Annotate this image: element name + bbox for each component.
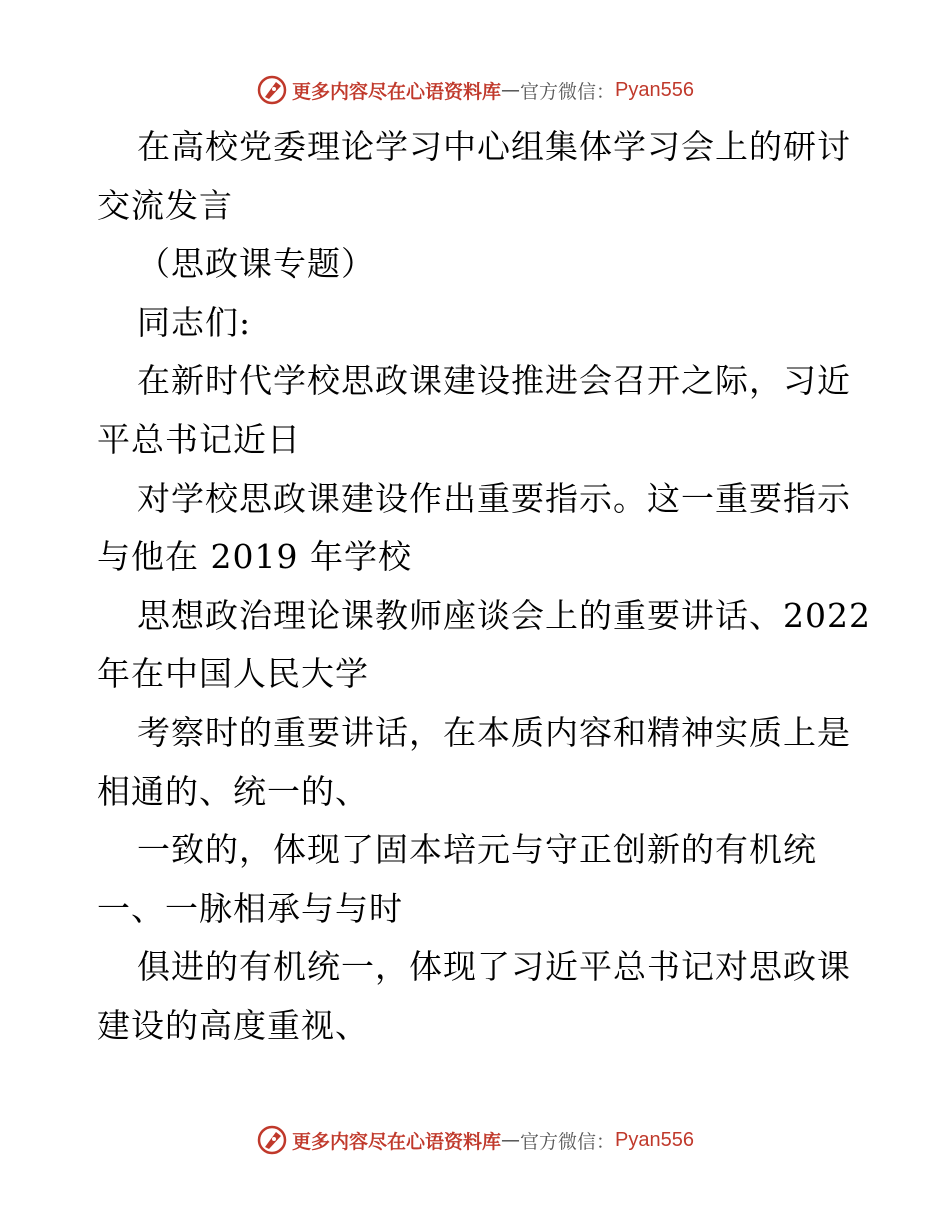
banner-contact-label: 官方微信：	[520, 80, 616, 103]
banner-dash: —	[501, 1129, 521, 1151]
text-line: 思想政治理论课教师座谈会上的重要讲话、2022	[137, 595, 871, 635]
header-watermark-banner	[0, 70, 950, 110]
text-line: 在新时代学校思政课建设推进会召开之际，习近	[137, 361, 851, 401]
banner-wechat-handle: Pyan556	[615, 1128, 694, 1151]
text-line: 俱进的有机统一，体现了习近平总书记对思政课	[137, 947, 851, 987]
text-line: 考察时的重要讲话，在本质内容和精神实质上是	[137, 712, 851, 752]
text-line: 一、一脉相承与与时	[97, 888, 403, 928]
banner-dash: —	[501, 79, 521, 101]
banner-promo-text: 更多内容尽在心语资料库	[292, 1130, 502, 1153]
text-line: 与他在 2019 年学校	[97, 537, 412, 577]
text-line: 相通的、统一的、	[97, 771, 369, 811]
pen-nib-logo-icon	[256, 1124, 288, 1156]
banner-promo-text: 更多内容尽在心语资料库	[292, 80, 502, 103]
text-line: （思政课专题）	[137, 244, 375, 284]
text-line: 同志们:	[137, 302, 252, 342]
text-line: 建设的高度重视、	[97, 1005, 369, 1045]
text-line: 年在中国人民大学	[97, 654, 369, 694]
text-line: 一致的，体现了固本培元与守正创新的有机统	[137, 830, 817, 870]
pen-nib-logo-icon	[256, 74, 288, 106]
text-line: 平总书记近日	[97, 419, 301, 459]
document-body	[97, 118, 871, 1056]
text-line: 交流发言	[97, 185, 233, 225]
text-line: 在高校党委理论学习中心组集体学习会上的研讨	[137, 127, 851, 166]
text-line: 对学校思政课建设作出重要指示。这一重要指示	[137, 478, 851, 518]
banner-wechat-handle: Pyan556	[615, 78, 694, 101]
footer-watermark-banner	[0, 1120, 950, 1160]
banner-contact-label: 官方微信：	[520, 1130, 616, 1153]
